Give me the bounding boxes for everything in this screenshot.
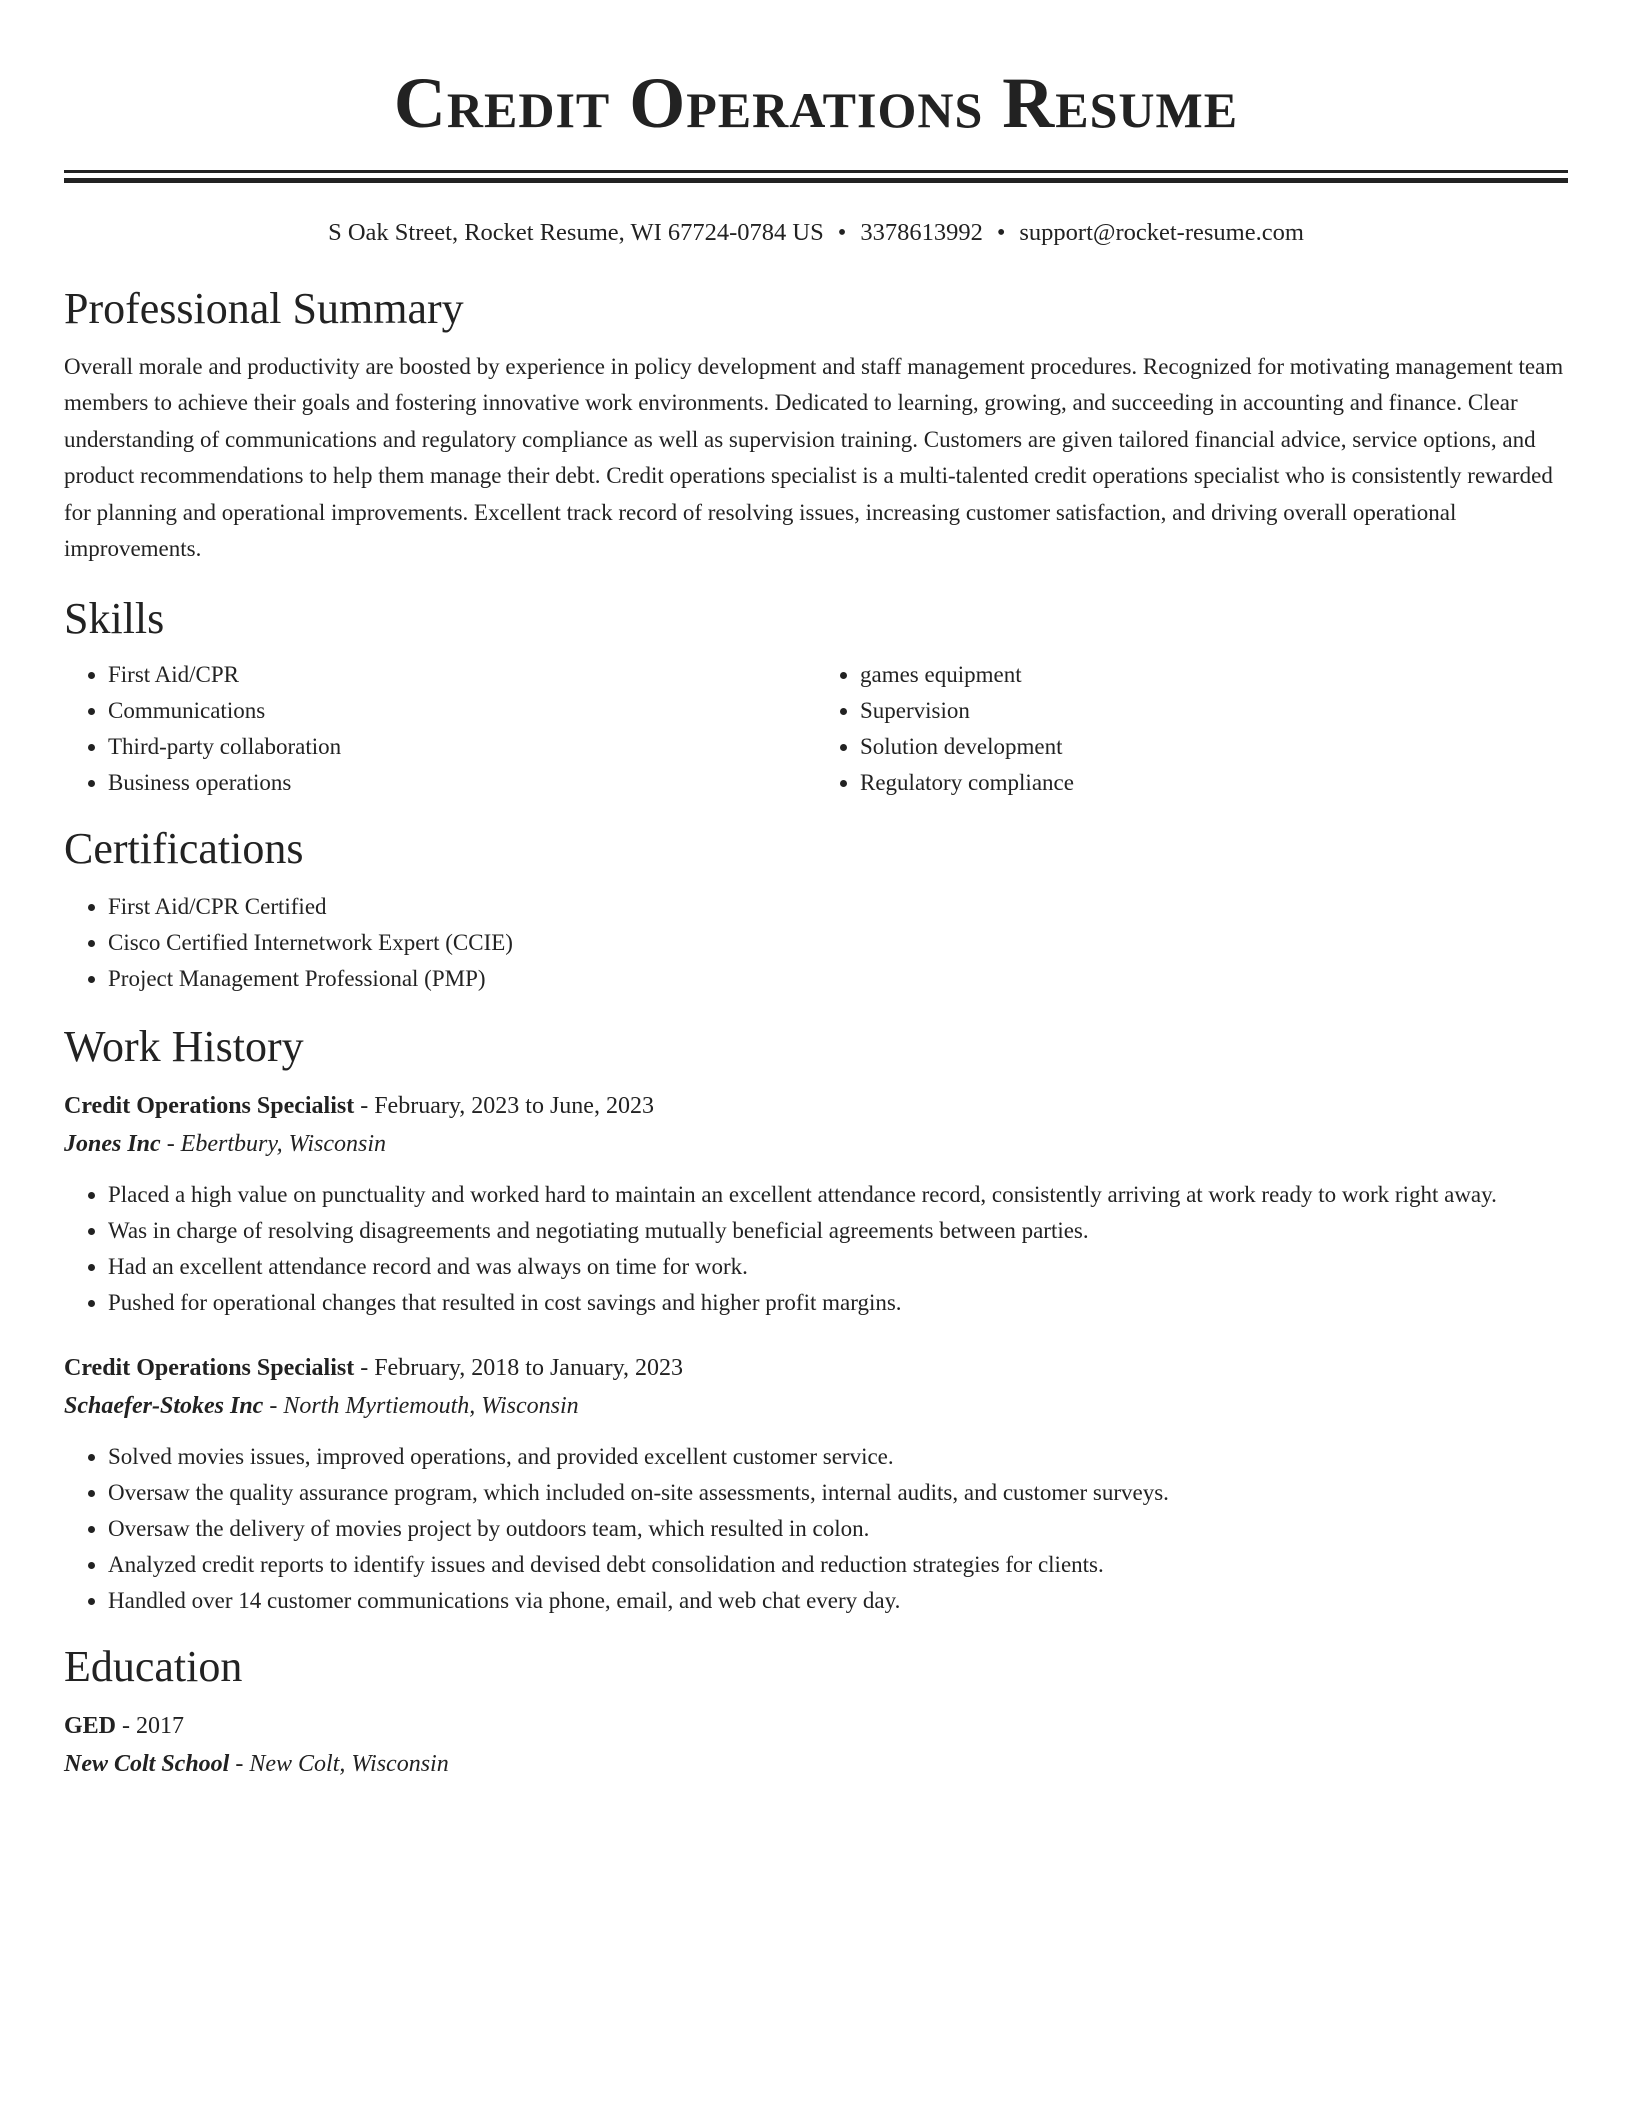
- contact-email: support@rocket-resume.com: [1019, 219, 1304, 246]
- skill-item: • Third-party collaboration: [108, 729, 816, 765]
- certifications-heading: Certifications: [64, 824, 304, 874]
- job-entry: [64, 1087, 1568, 1321]
- skills-list-left: [64, 657, 816, 801]
- education-school: New Colt School: [64, 1751, 230, 1778]
- job-location: - Ebertbury, Wisconsin: [160, 1131, 387, 1158]
- certification-item: • First Aid/CPR Certified: [108, 889, 1568, 925]
- job-bullet: • Oversaw the quality assurance program, which included on-site assessments, internal audits, and customer surveys.: [108, 1475, 1568, 1511]
- job-dates: - February, 2018 to January, 2023: [354, 1355, 684, 1382]
- contact-phone: 3378613992: [860, 219, 983, 246]
- job-location: - North Myrtiemouth, Wisconsin: [263, 1393, 579, 1420]
- contact-separator: •: [837, 219, 847, 246]
- skill-item: • games equipment: [860, 657, 1568, 693]
- job-dates: - February, 2023 to June, 2023: [354, 1093, 654, 1120]
- job-title: Credit Operations Specialist: [64, 1355, 355, 1382]
- job-bullet: • Had an excellent attendance record and was always on time for work.: [108, 1249, 1568, 1285]
- job-entry: [64, 1349, 1568, 1619]
- skills-heading: Skills: [64, 594, 165, 644]
- job-company-line: [64, 1125, 1568, 1163]
- skill-item: • Solution development: [860, 729, 1568, 765]
- resume-title: Credit Operations Resume: [393, 63, 1239, 143]
- skill-item: • Communications: [108, 693, 816, 729]
- divider-line-thin: [64, 170, 1568, 173]
- job-bullet: • Solved movies issues, improved operations, and provided excellent customer service.: [108, 1439, 1568, 1475]
- contact-address: S Oak Street, Rocket Resume, WI 67724-0784 US: [328, 219, 824, 246]
- certification-item: • Project Management Professional (PMP): [108, 961, 1568, 997]
- job-bullet: • Oversaw the delivery of movies project by outdoors team, which resulted in colon.: [108, 1511, 1568, 1547]
- certifications-list: [64, 889, 1568, 997]
- skill-item: • Regulatory compliance: [860, 765, 1568, 801]
- title-divider: [64, 170, 1568, 183]
- work-history-heading: Work History: [64, 1022, 304, 1072]
- job-bullet: • Analyzed credit reports to identify issues and devised debt consolidation and reduction strategies for clients.: [108, 1547, 1568, 1583]
- job-company-line: [64, 1387, 1568, 1425]
- skill-item: • Business operations: [108, 765, 816, 801]
- job-company: Jones Inc: [64, 1131, 161, 1158]
- job-bullet: • Placed a high value on punctuality and worked hard to maintain an excellent attendance record, consistently arriving at work ready to work right away.: [108, 1177, 1568, 1213]
- education-degree-line: [64, 1707, 1568, 1745]
- summary-text: Overall morale and productivity are boosted by experience in policy development and staff management procedures. Recognized for motivating management team members to achieve their goals and fostering innovative work environments. Dedicated to learning, growing, and succeeding in accounting and finance. Clear understanding of communications and regulatory compliance as well as supervision training. Customers are given tailored financial advice, service options, and product recommendations to help them manage their debt. Credit operations specialist is a multi-talented credit operations specialist who is consistently rewarded for planning and operational improvements. Excellent track record of resolving issues, increasing customer satisfaction, and driving overall operational improvements.: [64, 354, 1564, 562]
- job-title: Credit Operations Specialist: [64, 1093, 355, 1120]
- skills-columns: [64, 657, 1568, 801]
- job-bullet: • Handled over 14 customer communications via phone, email, and web chat every day.: [108, 1583, 1568, 1619]
- education-school-line: [64, 1745, 1568, 1783]
- certification-item: • Cisco Certified Internetwork Expert (CCIE): [108, 925, 1568, 961]
- contact-separator: •: [996, 219, 1006, 246]
- job-bullets: [64, 1177, 1568, 1321]
- education-degree: GED: [64, 1713, 117, 1740]
- job-bullet: • Pushed for operational changes that resulted in cost savings and higher profit margins.: [108, 1285, 1568, 1321]
- skill-item: • First Aid/CPR: [108, 657, 816, 693]
- skills-list-right: [816, 657, 1568, 801]
- job-bullets: [64, 1439, 1568, 1619]
- job-company: Schaefer-Stokes Inc: [64, 1393, 264, 1420]
- summary-heading: Professional Summary: [64, 284, 464, 333]
- skill-item: • Supervision: [860, 693, 1568, 729]
- job-bullet: • Was in charge of resolving disagreements and negotiating mutually beneficial agreements between parties.: [108, 1213, 1568, 1249]
- job-title-line: [64, 1349, 1568, 1387]
- education-location: - New Colt, Wisconsin: [229, 1751, 449, 1778]
- education-year: - 2017: [116, 1713, 185, 1740]
- education-heading: Education: [64, 1642, 243, 1692]
- job-title-line: [64, 1087, 1568, 1125]
- contact-line: [64, 217, 1568, 249]
- divider-line-thick: [64, 178, 1568, 183]
